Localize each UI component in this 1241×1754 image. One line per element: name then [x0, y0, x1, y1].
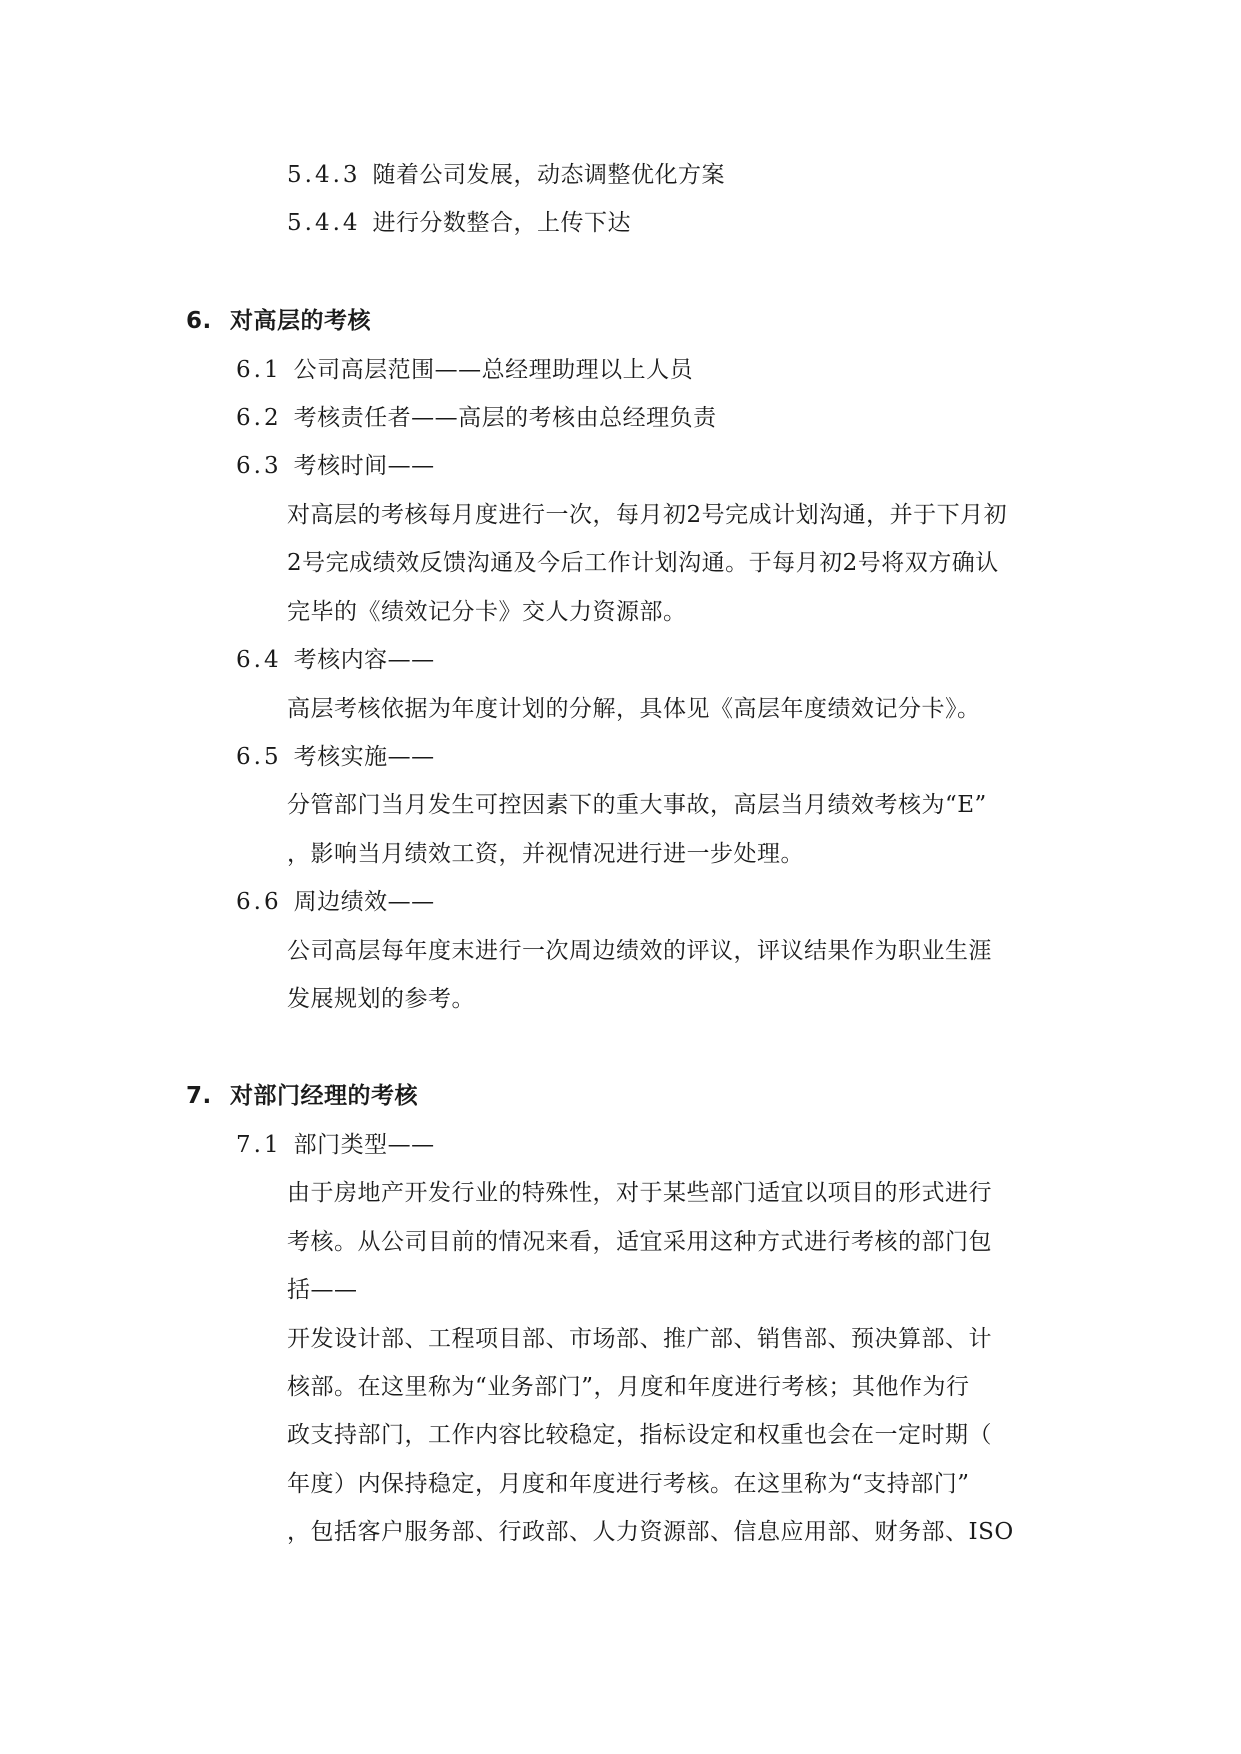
body-line: 分管部门当月发生可控因素下的重大事故，高层当月绩效考核为“E” [287, 792, 987, 818]
section-title: 对部门经理的考核 [230, 1083, 418, 1109]
body-line: 高层考核依据为年度计划的分解，具体见《高层年度绩效记分卡》。 [287, 696, 981, 722]
clause-text: 公司高层范围——总经理助理以上人员 [293, 357, 694, 383]
body-line: 2号完成绩效反馈沟通及今后工作计划沟通。于每月初2号将双方确认 [287, 550, 999, 576]
section-number: 7. [186, 1083, 212, 1109]
clause-text: 随着公司发展，动态调整优化方案 [372, 162, 726, 188]
clause-text: 周边绩效—— [293, 889, 435, 915]
clause-6-1 [236, 355, 693, 385]
body-line: 由于房地产开发行业的特殊性，对于某些部门适宜以项目的形式进行 [287, 1180, 992, 1206]
body-line: 完毕的《绩效记分卡》交人力资源部。 [287, 599, 687, 625]
clause-number: 6.2 [236, 405, 282, 431]
section-title: 对高层的考核 [230, 308, 371, 334]
clause-6-3 [236, 451, 435, 481]
body-line: 考核。从公司目前的情况来看，适宜采用这种方式进行考核的部门包 [287, 1229, 992, 1255]
clause-number: 6.6 [236, 889, 282, 915]
clause-text: 考核实施—— [293, 744, 435, 770]
body-line: 年度）内保持稳定，月度和年度进行考核。在这里称为“支持部门” [287, 1471, 970, 1497]
section-number: 6. [186, 308, 212, 334]
clause-text: 进行分数整合，上传下达 [372, 210, 632, 236]
body-line: ，包括客户服务部、行政部、人力资源部、信息应用部、财务部、ISO [287, 1519, 1014, 1545]
body-line: 对高层的考核每月度进行一次，每月初2号完成计划沟通，并于下月初 [287, 502, 1008, 528]
body-line: 开发设计部、工程项目部、市场部、推广部、销售部、预决算部、计 [287, 1326, 992, 1352]
clause-6-2 [236, 403, 717, 433]
body-line: 核部。在这里称为“业务部门”，月度和年度进行考核；其他作为行 [287, 1374, 970, 1400]
clause-number: 6.1 [236, 357, 282, 383]
clause-number: 6.3 [236, 453, 282, 479]
section-6-heading [186, 306, 371, 336]
clause-text: 考核时间—— [293, 453, 435, 479]
clause-6-4 [236, 645, 435, 675]
section-7-heading [186, 1081, 418, 1111]
body-line: 发展规划的参考。 [287, 986, 475, 1012]
body-line: 括—— [287, 1277, 358, 1303]
clause-text: 考核内容—— [293, 647, 435, 673]
body-line: 政支持部门，工作内容比较稳定，指标设定和权重也会在一定时期（ [287, 1422, 992, 1448]
clause-7-1 [236, 1130, 435, 1160]
body-line: ，影响当月绩效工资，并视情况进行进一步处理。 [287, 841, 804, 867]
clause-5-4-3 [287, 160, 725, 190]
clause-number: 5.4.4 [287, 210, 361, 236]
clause-6-6 [236, 887, 435, 917]
clause-number: 6.5 [236, 744, 282, 770]
clause-number: 7.1 [236, 1132, 282, 1158]
clause-number: 6.4 [236, 647, 282, 673]
clause-text: 考核责任者——高层的考核由总经理负责 [293, 405, 717, 431]
clause-number: 5.4.3 [287, 162, 361, 188]
clause-5-4-4 [287, 208, 631, 238]
body-line: 公司高层每年度末进行一次周边绩效的评议，评议结果作为职业生涯 [287, 938, 992, 964]
clause-6-5 [236, 742, 435, 772]
clause-text: 部门类型—— [293, 1132, 435, 1158]
